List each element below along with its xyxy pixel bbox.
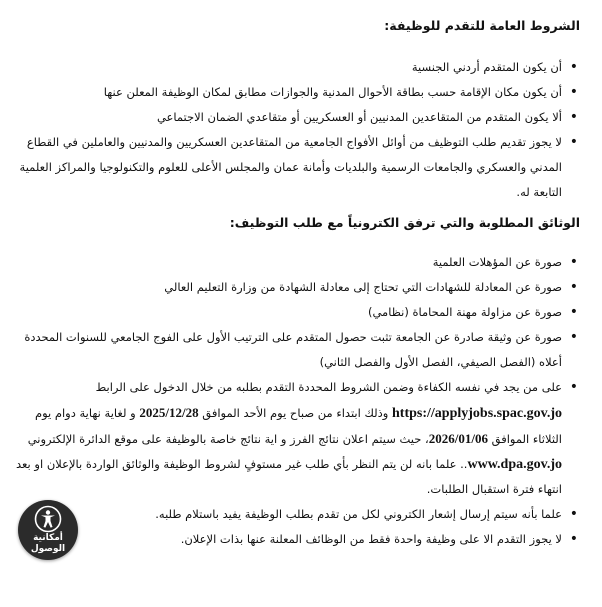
- accessibility-label-line1: أمكانية: [33, 533, 63, 543]
- apply-instructions-item: • على من يجد في نفسه الكفاءة وضمن الشروط المحددة التقدم بطلبه من خلال الدخول على الرابط https://applyjobs.spac.gov.jo وذلك ابتداء من صباح يوم الأحد الموافق 2025/12/28 و لغاية نهاية دوام يوم الثلاثاء الموافق 2026/01/06، حيث سيتم اعلان نتائج الفرز و اية نتائج خاصة بالوظيفة على موقع الدائرة الإلكتروني www.dpa.gov.jo.. علما بانه لن يتم النظر بأي طلب غير مستوفٍ لشروط الوظيفة والوثائق الواردة بالإعلان او بعد انتهاء فترة استقبال الطلبات.: [15, 379, 578, 496]
- list-item: • ألا يكون المتقدم من المتقاعدين المدنيين أو العسكريين أو متقاعدي الضمان الاجتماعي: [156, 109, 578, 125]
- general-conditions-list: [12, 55, 580, 205]
- section-heading-required-documents: الوثائق المطلوبة والتي ترفق الكترونياً مع طلب التوظيف:: [229, 215, 580, 230]
- list-item: • صورة عن وثيقة صادرة عن الجامعة تثبت حصول المتقدم على الترتيب الأول على الفوج الجامعي للسنوات المحددة أعلاه (الفصل الصيفي، الفصل الأول والفصل الثاني): [24, 329, 578, 369]
- list-item: • أن يكون المتقدم أردني الجنسية: [411, 59, 578, 75]
- accessibility-widget-button[interactable]: [18, 500, 78, 560]
- department-website-link[interactable]: www.dpa.gov.jo: [467, 457, 562, 472]
- list-item: • صورة عن المعادلة للشهادات التي تحتاج إلى معادلة الشهادة من وزارة التعليم العالي: [164, 279, 578, 295]
- apply-link[interactable]: https://applyjobs.spac.gov.jo: [392, 406, 562, 421]
- accessibility-label-line2: الوصول: [30, 544, 66, 554]
- required-documents-list: [12, 250, 580, 552]
- list-item: • لا يجوز تقديم طلب التوظيف من أوائل الأفواج الجامعية من المتقاعدين العسكريين والمدنيين والعاملين في القطاع المدني والعسكري والجامعات الرسمية والبلديات وأمانة عمان والمجلس الأعلى للعلوم والتكنولوجيا والمراكز العلمية التابعة له.: [19, 134, 578, 199]
- accessibility-person-icon: [18, 505, 78, 533]
- document-body: [12, 14, 580, 552]
- end-date: 2026/01/06: [428, 431, 488, 446]
- list-item: • علما بأنه سيتم إرسال إشعار الكتروني لكل من تقدم بطلب الوظيفة يفيد باستلام طلبه.: [155, 506, 578, 522]
- list-item: • أن يكون مكان الإقامة حسب بطاقة الأحوال المدنية والجوازات مطابق لمكان الوظيفة المعلن عنها: [103, 84, 578, 100]
- list-item: • صورة عن المؤهلات العلمية: [432, 254, 578, 270]
- start-date: 2025/12/28: [139, 405, 199, 420]
- section-heading-general-conditions: الشروط العامة للتقدم للوظيفة:: [384, 18, 580, 33]
- list-item: • لا يجوز التقدم الا على وظيفة واحدة فقط من الوظائف المعلنة عنها بذات الإعلان.: [180, 531, 578, 547]
- list-item: • صورة عن مزاولة مهنة المحاماة (نظامي): [367, 304, 578, 320]
